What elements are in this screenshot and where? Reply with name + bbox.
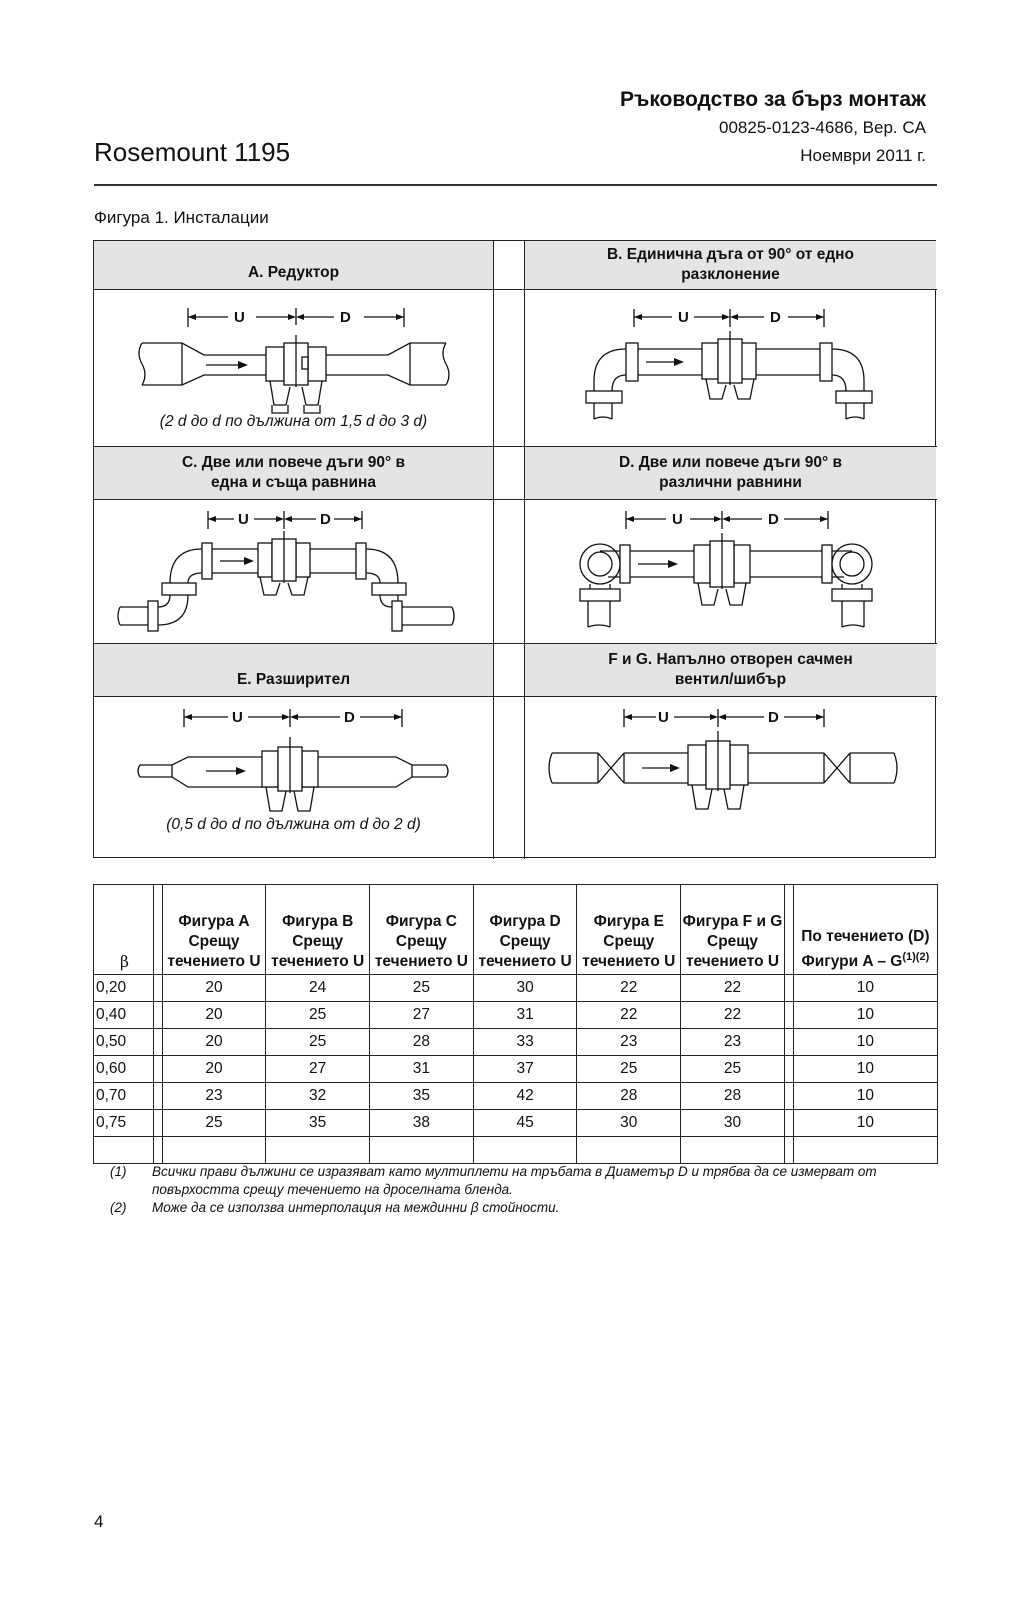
svg-text:U: U: [678, 309, 689, 326]
svg-text:U: U: [672, 511, 683, 528]
svg-text:D: D: [340, 309, 351, 326]
upstream-cell: 30: [577, 1110, 681, 1137]
page-number: 4: [94, 1512, 104, 1531]
panel-c-label: C. Две или повече дъги 90° в една и съща равнина: [94, 447, 493, 499]
table-row: [94, 1056, 938, 1083]
diagram-two-elbows-different-planes: [570, 503, 910, 639]
straight-length-table: [93, 884, 938, 1164]
svg-text:D: D: [768, 709, 779, 726]
doc-date: Ноември 2011 г.: [800, 146, 926, 165]
beta-cell: 0,20: [94, 975, 154, 1002]
svg-text:D: D: [770, 309, 781, 326]
diagram-reducer: [124, 295, 464, 425]
beta-cell: 0,60: [94, 1056, 154, 1083]
upstream-cell: 27: [266, 1056, 370, 1083]
upstream-cell: 38: [370, 1110, 474, 1137]
upstream-cell: 22: [577, 1002, 681, 1029]
upstream-cell: 28: [370, 1029, 474, 1056]
figure-installations: [93, 240, 936, 858]
upstream-cell: 23: [162, 1083, 266, 1110]
beta-cell: 0,75: [94, 1110, 154, 1137]
table-row: [94, 1083, 938, 1110]
upstream-cell: 31: [370, 1056, 474, 1083]
upstream-cell: 28: [577, 1083, 681, 1110]
beta-cell: 0,70: [94, 1083, 154, 1110]
table-row-empty: [94, 1137, 938, 1164]
upstream-cell: 32: [266, 1083, 370, 1110]
col-header-fg: Фигура F и G Срещу течението U: [681, 885, 785, 975]
product-name: Rosemount 1195: [94, 137, 291, 167]
downstream-cell: 10: [793, 1083, 937, 1110]
beta-header: β: [94, 885, 154, 975]
diagram-expander: [134, 701, 464, 821]
upstream-cell: 33: [473, 1029, 577, 1056]
header-divider: [94, 184, 937, 186]
col-header-d: Фигура D Срещу течението U: [473, 885, 577, 975]
upstream-cell: 25: [162, 1110, 266, 1137]
downstream-cell: 10: [793, 975, 937, 1002]
upstream-cell: 30: [473, 975, 577, 1002]
upstream-cell: 35: [370, 1083, 474, 1110]
downstream-cell: 10: [793, 1110, 937, 1137]
upstream-cell: 25: [577, 1056, 681, 1083]
panel-f-label: F и G. Напълно отворен сачмен вентил/шибър: [525, 644, 936, 696]
panel-d-label: D. Две или повече дъги 90° в различни равнини: [525, 447, 936, 499]
svg-text:D: D: [320, 511, 331, 528]
upstream-cell: 45: [473, 1110, 577, 1137]
upstream-cell: 37: [473, 1056, 577, 1083]
diagram-single-elbow: [564, 299, 904, 439]
figure-caption: Фигура 1. Инсталации: [94, 208, 269, 227]
table-row: [94, 975, 938, 1002]
svg-text:U: U: [234, 309, 245, 326]
beta-cell: 0,50: [94, 1029, 154, 1056]
svg-text:U: U: [232, 709, 243, 726]
upstream-cell: 22: [681, 975, 785, 1002]
panel-a-label: A. Редуктор: [94, 241, 493, 289]
svg-text:U: U: [238, 511, 249, 528]
table-row: [94, 1029, 938, 1056]
upstream-cell: 35: [266, 1110, 370, 1137]
col-header-downstream: По течението (D) Фигури A – $G^{(1)(2)}$: [793, 885, 937, 975]
upstream-cell: 22: [681, 1002, 785, 1029]
upstream-cell: 23: [681, 1029, 785, 1056]
upstream-cell: 23: [577, 1029, 681, 1056]
diagram-two-elbows-same-plane: [116, 503, 476, 639]
col-header-e: Фигура E Срещу течението U: [577, 885, 681, 975]
upstream-cell: 27: [370, 1002, 474, 1029]
upstream-cell: 20: [162, 975, 266, 1002]
col-header-a: Фигура A Срещу течението U: [162, 885, 266, 975]
downstream-cell: 10: [793, 1002, 937, 1029]
svg-text:D: D: [344, 709, 355, 726]
table-row: [94, 1002, 938, 1029]
upstream-cell: 25: [266, 1002, 370, 1029]
col-header-c: Фигура C Срещу течението U: [370, 885, 474, 975]
upstream-cell: 24: [266, 975, 370, 1002]
upstream-cell: 28: [681, 1083, 785, 1110]
doc-number: 00825-0123-4686, Вер. CA: [719, 118, 926, 137]
downstream-cell: 10: [793, 1056, 937, 1083]
svg-text:D: D: [768, 511, 779, 528]
upstream-cell: 22: [577, 975, 681, 1002]
upstream-cell: 31: [473, 1002, 577, 1029]
upstream-cell: 20: [162, 1002, 266, 1029]
upstream-cell: 25: [266, 1029, 370, 1056]
upstream-cell: 20: [162, 1029, 266, 1056]
upstream-cell: 42: [473, 1083, 577, 1110]
table-row: [94, 1110, 938, 1137]
diagram-valve: [542, 701, 912, 821]
svg-text:U: U: [658, 709, 669, 726]
panel-b-label: B. Единична дъга от 90° от едно разклонение: [525, 241, 936, 289]
upstream-cell: 25: [681, 1056, 785, 1083]
panel-a-note: (2 d до d по дължина от 1,5 d до 3 d): [159, 413, 428, 430]
doc-title: Ръководство за бърз монтаж: [620, 88, 926, 111]
beta-cell: 0,40: [94, 1002, 154, 1029]
panel-e-label: E. Разширител: [94, 644, 493, 696]
col-header-b: Фигура B Срещу течението U: [266, 885, 370, 975]
panel-e-note: (0,5 d до d по дължина от d до 2 d): [166, 816, 421, 833]
upstream-cell: 20: [162, 1056, 266, 1083]
upstream-cell: 30: [681, 1110, 785, 1137]
downstream-cell: 10: [793, 1029, 937, 1056]
upstream-cell: 25: [370, 975, 474, 1002]
